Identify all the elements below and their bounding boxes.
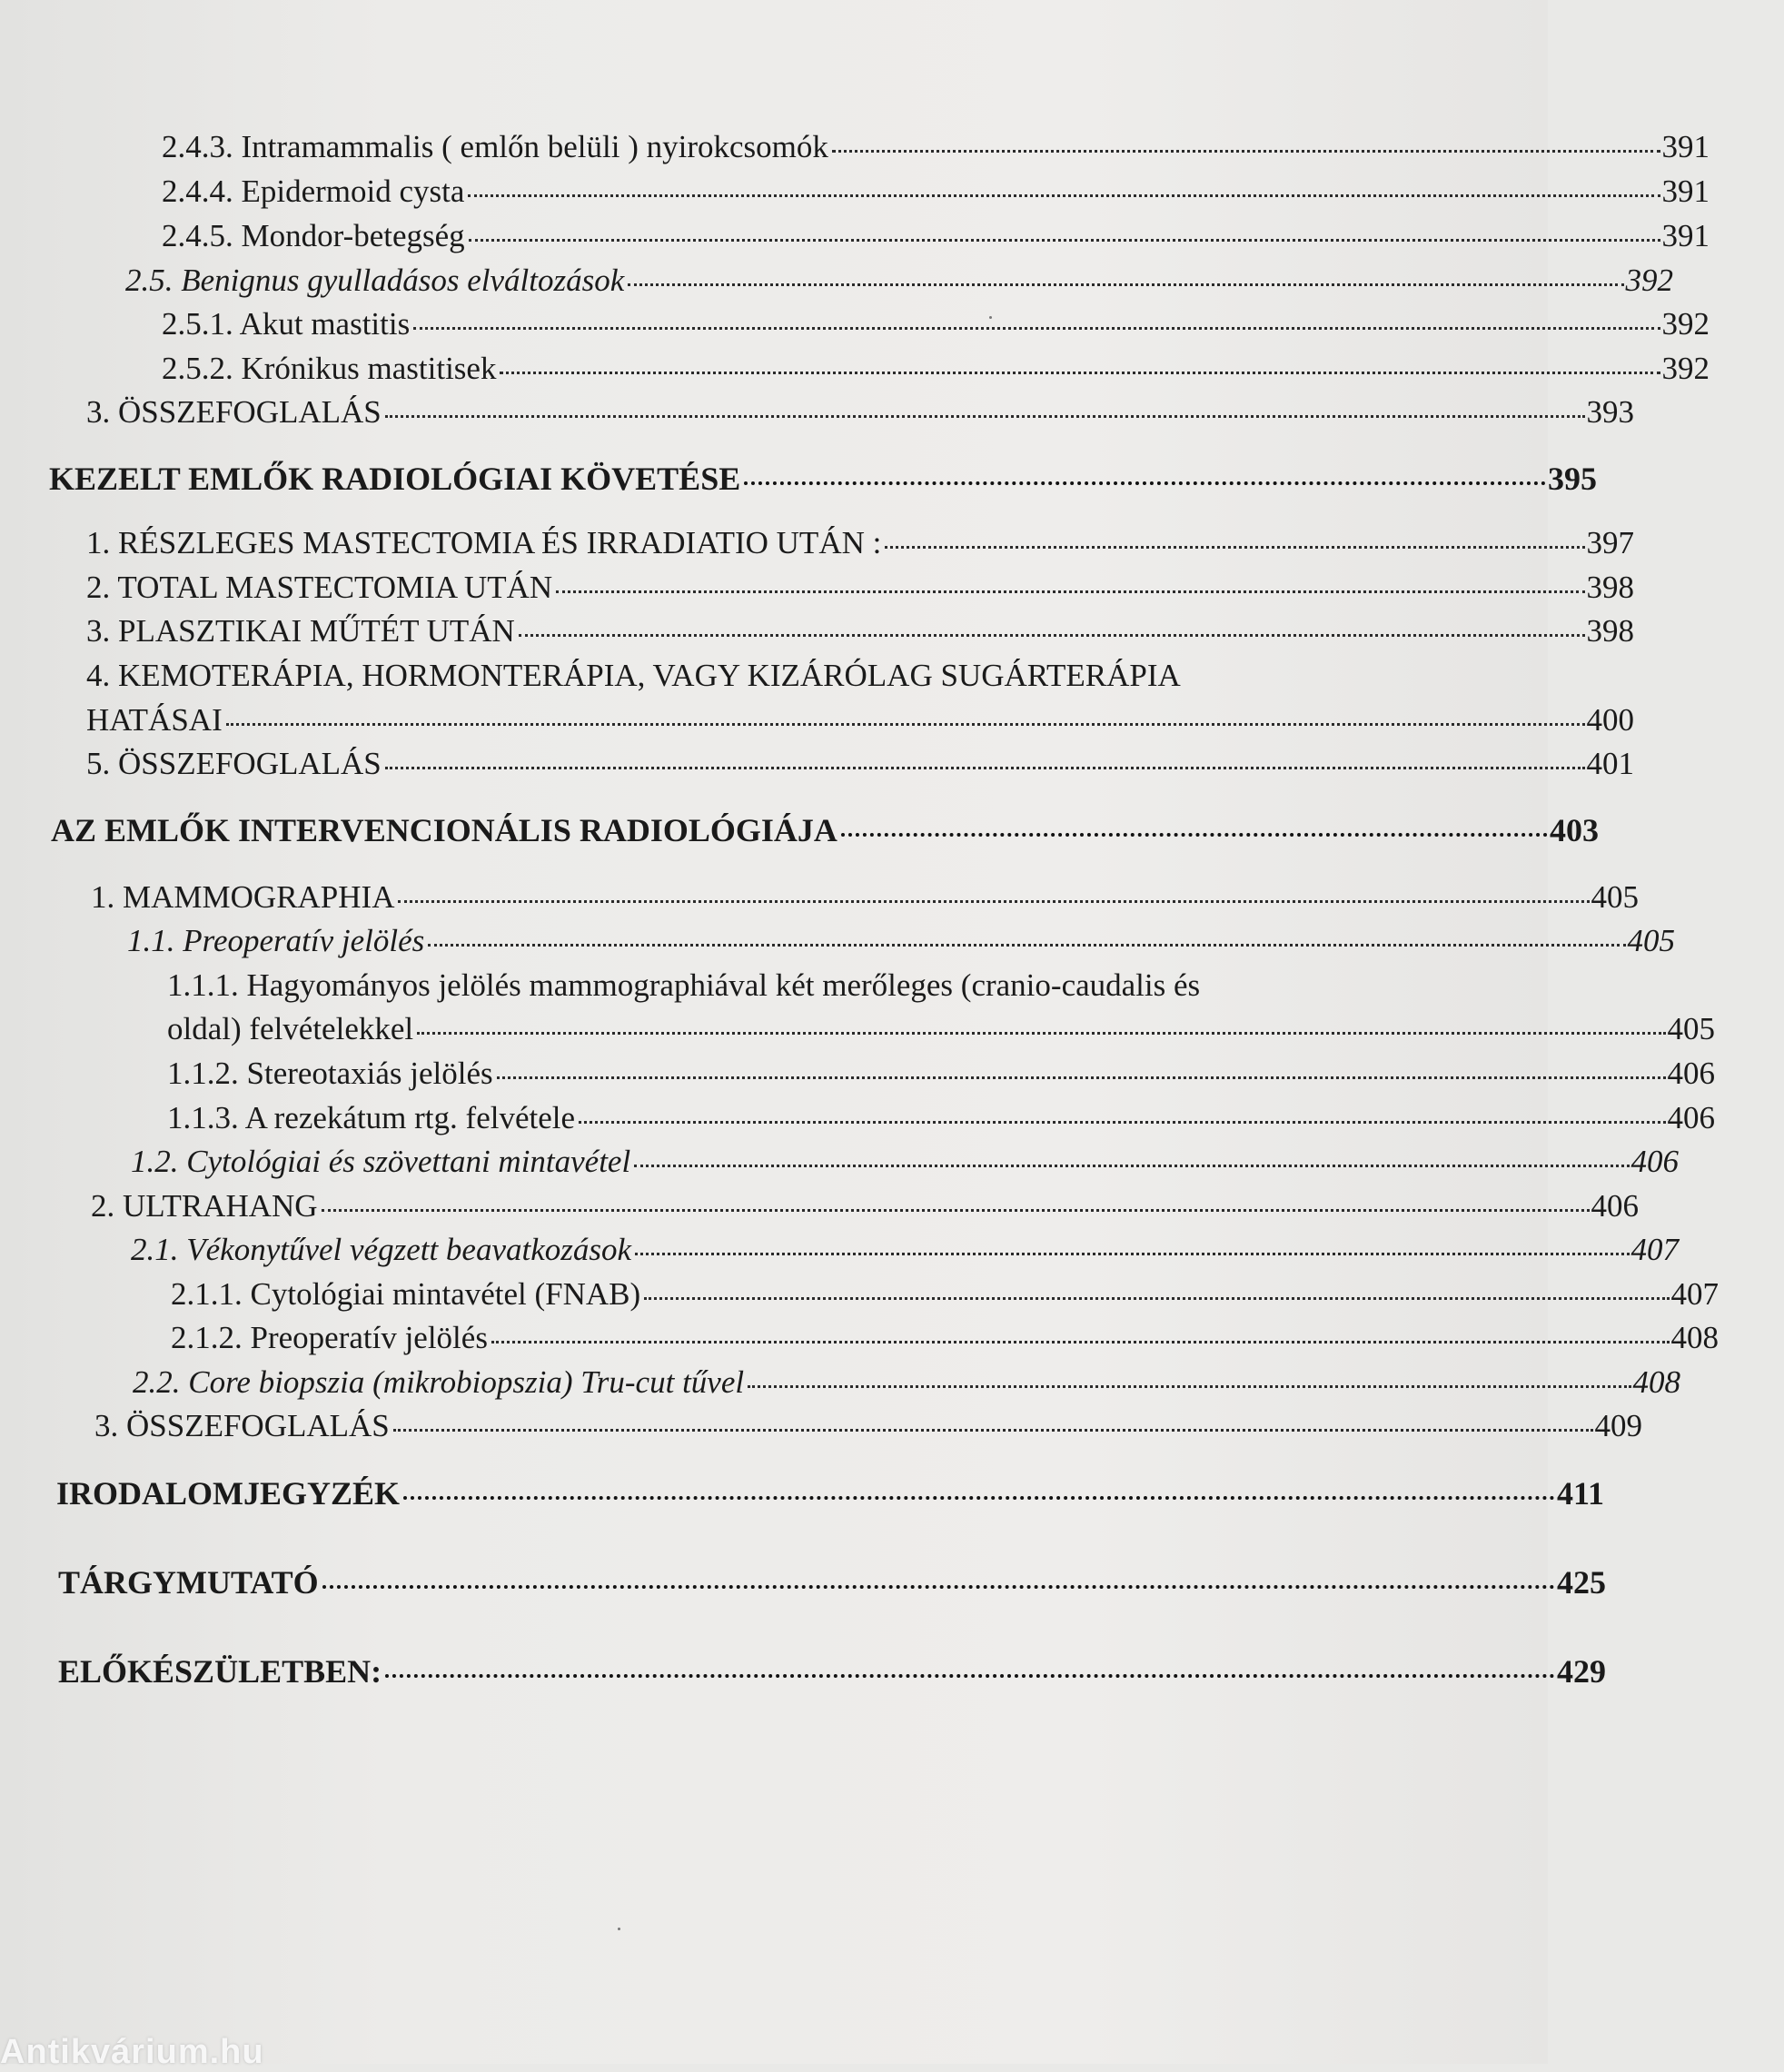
- toc-entry-line: [0, 966, 1715, 1006]
- toc-entry-page: 391: [1661, 218, 1710, 253]
- toc-entry-title: 2.4.4. Epidermoid cysta: [162, 173, 465, 209]
- leader-dots: [403, 1495, 1555, 1500]
- toc-entry-page: 397: [1586, 525, 1634, 560]
- toc-chapter-title: TÁRGYMUTATÓ: [58, 1564, 319, 1601]
- toc-entry: [0, 1186, 1702, 1226]
- toc-entry-title: 2.4.5. Mondor-betegség: [162, 218, 465, 253]
- toc-entry: [0, 392, 1705, 432]
- leader-dots: [748, 1384, 1630, 1388]
- toc-chapter-page: 411: [1556, 1475, 1604, 1512]
- toc-entry-page: 405: [1667, 1011, 1715, 1046]
- toc-entry-page: 408: [1632, 1364, 1680, 1400]
- toc-entry-title: 2.2. Core biopszia (mikrobiopszia) Tru-cut tűvel: [133, 1364, 745, 1400]
- leader-dots: [841, 832, 1548, 837]
- toc-entry-title: 2.1.2. Preoperatív jelölés: [171, 1320, 488, 1355]
- toc-entry-page: 398: [1586, 570, 1634, 605]
- toc-entry: [0, 744, 1701, 784]
- leader-dots: [226, 722, 1585, 726]
- leader-dots: [644, 1296, 1669, 1300]
- toc-chapter-title: KEZELT EMLŐK RADIOLÓGIAI KÖVETÉSE: [49, 461, 741, 497]
- paper-speck: [618, 1928, 620, 1930]
- leader-dots: [491, 1340, 1670, 1343]
- toc-entry: [0, 700, 1701, 740]
- toc-entry-title: 1.1.3. A rezekátum rtg. felvétele: [167, 1100, 576, 1135]
- toc-entry: [0, 1054, 1779, 1094]
- toc-chapter-page: 395: [1548, 461, 1597, 497]
- toc-entry-page: 409: [1594, 1408, 1642, 1443]
- toc-entry: [0, 1098, 1779, 1138]
- leader-dots: [500, 371, 1660, 374]
- toc-chapter: [0, 1473, 1664, 1513]
- toc-entry-title: 3. ÖSSZEFOGLALÁS: [94, 1408, 390, 1443]
- toc-chapter: [0, 1651, 1664, 1691]
- toc-entry-page: 393: [1586, 394, 1634, 430]
- toc-entry-page: 406: [1630, 1144, 1679, 1179]
- leader-dots: [885, 545, 1584, 549]
- toc-entry: [0, 216, 1784, 256]
- toc-entry-page: 407: [1670, 1276, 1719, 1312]
- toc-entry: [0, 921, 1740, 961]
- leader-dots: [393, 1428, 1593, 1432]
- toc-entry-page: 401: [1586, 746, 1634, 781]
- leader-dots: [413, 326, 1660, 330]
- toc-chapter-page: 429: [1557, 1653, 1606, 1690]
- toc-chapter-page: 425: [1557, 1564, 1606, 1601]
- toc-entry: [0, 568, 1701, 608]
- toc-entry-title: 4. KEMOTERÁPIA, HORMONTERÁPIA, VAGY KIZÁRÓLAG SUGÁRTERÁPIA: [86, 658, 1181, 693]
- toc-entry: [0, 1406, 1704, 1446]
- toc-entry-title-continued: HATÁSAI: [86, 702, 223, 738]
- leader-dots: [556, 590, 1584, 593]
- toc-entry-title-continued: oldal) felvételekkel: [167, 1011, 414, 1046]
- toc-entry-page: 391: [1661, 173, 1710, 209]
- leader-dots: [385, 766, 1585, 769]
- toc-entry-page: 408: [1670, 1320, 1719, 1355]
- toc-entry: [0, 877, 1704, 917]
- toc-chapter: [0, 810, 1664, 850]
- toc-entry-title: 3. ÖSSZEFOGLALÁS: [86, 394, 382, 430]
- toc-chapter-title: IRODALOMJEGYZÉK: [56, 1475, 401, 1512]
- toc-entry: [0, 172, 1784, 212]
- paper-speck: [989, 316, 992, 319]
- toc-chapter-title: AZ EMLŐK INTERVENCIONÁLIS RADIOLÓGIÁJA: [51, 812, 837, 848]
- toc-entry-title: 3. PLASZTIKAI MŰTÉT UTÁN: [86, 613, 515, 649]
- toc-entry: [0, 349, 1780, 389]
- toc-entry-page: 392: [1661, 306, 1710, 342]
- toc-entry-title: 2.4.3. Intramammalis ( emlőn belüli ) nyirokcsomók: [162, 129, 828, 164]
- toc-entry-title: 2.5.1. Akut mastitis: [162, 306, 411, 342]
- toc-entry: [0, 261, 1746, 301]
- leader-dots: [634, 1164, 1629, 1167]
- leader-dots: [385, 414, 1585, 418]
- toc-entry-page: 405: [1591, 879, 1639, 915]
- toc-entry-title: 2. ULTRAHANG: [91, 1188, 318, 1224]
- toc-entry: [0, 1009, 1779, 1049]
- leader-dots: [579, 1120, 1665, 1124]
- leader-dots: [398, 899, 1589, 903]
- toc-entry-title: 1. MAMMOGRAPHIA: [91, 879, 395, 915]
- toc-entry: [0, 1363, 1742, 1403]
- toc-entry-page: 407: [1630, 1232, 1679, 1267]
- toc-entry: [0, 1230, 1740, 1270]
- toc-entry-title: 2. TOTAL MASTECTOMIA UTÁN: [86, 570, 553, 605]
- leader-dots: [628, 283, 1623, 286]
- toc-entry-title: 1.1.1. Hagyományos jelölés mammographiával két merőleges (cranio-caudalis és: [167, 967, 1201, 1003]
- leader-dots: [519, 633, 1585, 637]
- leader-dots: [417, 1031, 1665, 1035]
- toc-chapter-title: ELŐKÉSZÜLETBEN:: [58, 1653, 382, 1690]
- toc-entry: [0, 1142, 1742, 1182]
- leader-dots: [385, 1673, 1555, 1678]
- toc-entry-title: 1.1.2. Stereotaxiás jelölés: [167, 1056, 493, 1091]
- leader-dots: [497, 1076, 1666, 1079]
- leader-dots: [428, 943, 1625, 947]
- toc-entry-line: [0, 656, 1634, 696]
- toc-chapter-page: 403: [1550, 812, 1599, 848]
- leader-dots: [468, 193, 1660, 197]
- toc-entry: [0, 127, 1784, 167]
- leader-dots: [469, 238, 1660, 242]
- toc-entry: [0, 304, 1780, 344]
- toc-entry-title: 2.1.1. Cytológiai mintavétel (FNAB): [171, 1276, 641, 1312]
- toc-entry-page: 391: [1661, 129, 1710, 164]
- watermark: Antikvárium.hu: [0, 2033, 264, 2071]
- toc-entry: [0, 1274, 1780, 1314]
- toc-entry: [0, 1318, 1780, 1358]
- toc-entry: [0, 611, 1701, 651]
- toc-entry-page: 398: [1586, 613, 1634, 649]
- toc-entry-title: 1. RÉSZLEGES MASTECTOMIA ÉS IRRADIATIO UTÁN :: [86, 525, 882, 560]
- toc-entry-title: 5. ÖSSZEFOGLALÁS: [86, 746, 382, 781]
- leader-dots: [635, 1252, 1629, 1255]
- toc-entry-title: 2.5. Benignus gyulladásos elváltozások: [125, 263, 625, 298]
- toc-entry-page: 392: [1625, 263, 1673, 298]
- toc-chapter: [0, 1562, 1664, 1602]
- toc-entry-title: 2.5.2. Krónikus mastitisek: [162, 351, 497, 386]
- toc-entry-title: 1.1. Preoperatív jelölés: [127, 923, 425, 958]
- toc-entry-page: 406: [1667, 1100, 1715, 1135]
- leader-dots: [322, 1208, 1590, 1212]
- leader-dots: [832, 149, 1660, 153]
- toc-entry-page: 406: [1591, 1188, 1639, 1224]
- toc-entry-title: 2.1. Vékonytűvel végzett beavatkozások: [131, 1232, 632, 1267]
- leader-dots: [322, 1584, 1555, 1589]
- toc-entry-page: 392: [1661, 351, 1710, 386]
- toc-entry-page: 405: [1627, 923, 1675, 958]
- toc-entry-page: 406: [1667, 1056, 1715, 1091]
- toc-chapter: [0, 459, 1666, 499]
- toc-entry: [0, 523, 1701, 563]
- toc-entry-title: 1.2. Cytológiai és szövettani mintavétel: [131, 1144, 631, 1179]
- toc-entry-page: 400: [1586, 702, 1634, 738]
- leader-dots: [744, 481, 1546, 485]
